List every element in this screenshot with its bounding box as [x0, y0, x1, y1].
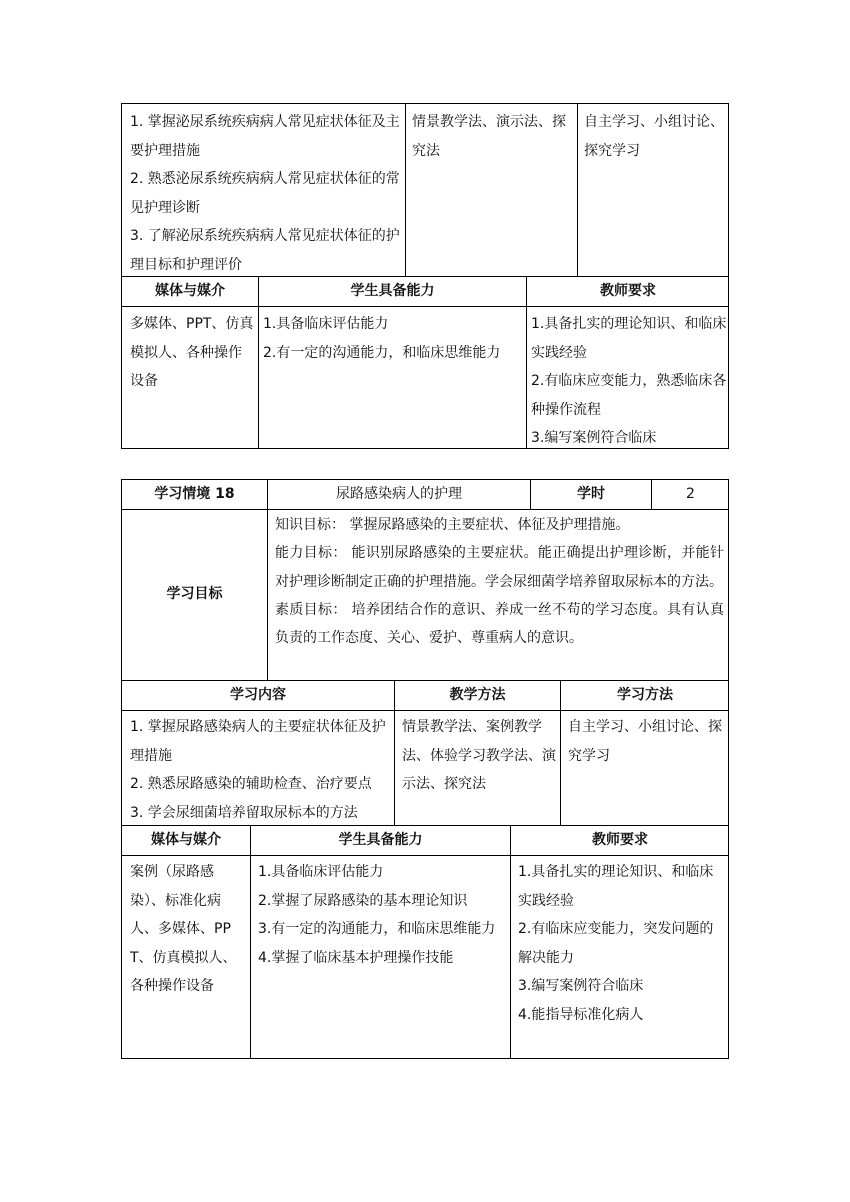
teaching-methods-cell: 情景教学法、演示法、探究法 [412, 114, 566, 159]
media-header: 媒体与媒介 [151, 832, 221, 848]
teacher-header: 教师要求 [592, 832, 648, 848]
learning-content-cell [130, 713, 392, 827]
situation-title: 尿路感染病人的护理 [336, 486, 462, 502]
media-cell: 多媒体、PPT、仿真模拟人、各种操作设备 [130, 316, 254, 389]
hours-value: 2 [686, 486, 695, 502]
objective-quality: 素质目标： 培养团结合作的意识、养成一丝不苟的学习态度。具有认真负责的工作态度、关心、爱护、尊重病人的意识。 [275, 601, 724, 647]
abilities-header: 学生具备能力 [350, 283, 435, 299]
media-cell: 案例（尿路感染）、标准化病人、多媒体、PPT、仿真模拟人、各种操作设备 [130, 864, 237, 994]
abilities-header: 学生具备能力 [338, 832, 423, 848]
objectives-label: 学习目标 [166, 586, 223, 602]
situation-label: 学习情境 18 [154, 486, 235, 502]
objective-ability: 能力目标： 能识别尿路感染的主要症状。能正确提出护理诊断，并能针对护理诊断制定正确的护理措施。学会尿细菌学培养留取尿标本的方法。 [275, 545, 724, 590]
content-item: 1. 掌握泌尿系统疾病病人常见症状体征及主要护理措施 [130, 114, 400, 159]
learning-header: 学习方法 [617, 687, 673, 703]
content-header: 学习内容 [230, 687, 286, 703]
teacher-cell: 1.具备扎实的理论知识、和临床实践经验 2.有临床应变能力，熟悉临床各种操作流程 3.编写案例符合临床 [531, 316, 727, 446]
learning-methods-cell: 自主学习、小组讨论、探究学习 [584, 114, 724, 159]
media-header: 媒体与媒介 [155, 283, 225, 299]
teacher-cell: 1.具备扎实的理论知识、和临床实践经验 2.有临床应变能力，突发问题的解决能力 3.编写案例符合临床 4.能指导标准化病人 [518, 864, 714, 1023]
learning-methods-cell: 自主学习、小组讨论、探究学习 [568, 719, 722, 764]
content-item: 3. 了解泌尿系统疾病病人常见症状体征的护理目标和护理评价 [130, 228, 400, 273]
content-item: 1. 掌握尿路感染病人的主要症状体征及护理措施 [130, 719, 386, 764]
table-2 [121, 479, 729, 1059]
hours-label: 学时 [577, 486, 605, 502]
teacher-header: 教师要求 [600, 283, 656, 299]
abilities-cell: 1.具备临床评估能力 2.掌握了尿路感染的基本理论知识 3.有一定的沟通能力，和临床思维能力 4.掌握了临床基本护理操作技能 [258, 864, 496, 966]
teaching-methods-cell: 情景教学法、案例教学法、体验学习教学法、演示法、探究法 [402, 719, 556, 792]
content-item: 3. 学会尿细菌培养留取尿标本的方法 [130, 804, 358, 821]
table-1 [121, 103, 729, 449]
teaching-header: 教学方法 [449, 687, 506, 703]
content-item: 2. 熟悉尿路感染的辅助检查、治疗要点 [130, 776, 372, 792]
content-item: 2. 熟悉泌尿系统疾病病人常见症状体征的常见护理诊断 [130, 171, 400, 216]
objectives-cell [275, 511, 724, 652]
objective-knowledge: 知识目标： 掌握尿路感染的主要症状、体征及护理措施。 [275, 517, 630, 533]
learning-content-cell [130, 108, 402, 279]
abilities-cell: 1.具备临床评估能力 2.有一定的沟通能力，和临床思维能力 [263, 316, 501, 361]
